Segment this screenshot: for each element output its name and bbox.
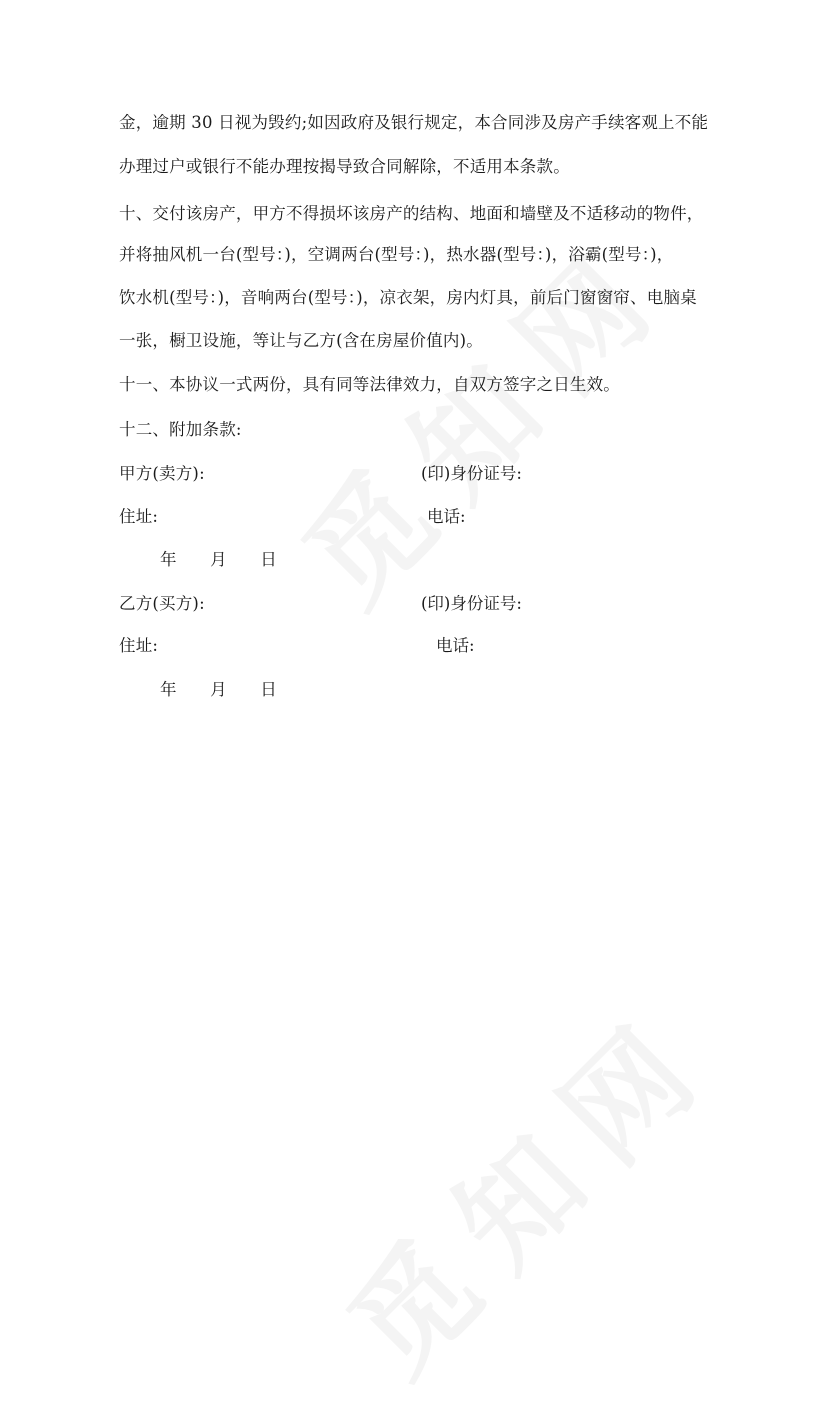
watermark-bottom <box>305 966 745 1406</box>
party-a-address-label: 住址: <box>119 507 159 526</box>
body-line-1: 金，逾期 30 日视为毁约;如因政府及银行规定，本合同涉及房产手续客观上不能 <box>119 113 709 132</box>
party-b-date: 年 月 日 <box>160 680 277 699</box>
clause-10-line-4: 一张，橱卫设施，等让与乙方(含在房屋价值内)。 <box>119 331 483 350</box>
body-line-2: 办理过户或银行不能办理按揭导致合同解除，不适用本条款。 <box>119 157 570 176</box>
party-a-label: 甲方(卖方): <box>119 464 205 483</box>
party-a-id-label: (印)身份证号: <box>421 464 522 483</box>
party-b-label: 乙方(买方): <box>119 594 205 613</box>
party-b-address-label: 住址: <box>119 636 159 655</box>
party-a-date: 年 月 日 <box>160 550 277 569</box>
clause-11: 十一、本协议一式两份，具有同等法律效力，自双方签字之日生效。 <box>119 375 620 394</box>
clause-10-line-1: 十、交付该房产，甲方不得损坏该房产的结构、地面和墙壁及不适移动的物件， <box>119 204 704 223</box>
party-b-phone-label: 电话: <box>436 636 475 655</box>
party-b-id-label: (印)身份证号: <box>421 594 522 613</box>
clause-10-line-3: 饮水机(型号：)，音响两台(型号：)，凉衣架，房内灯具，前后门窗窗帘、电脑桌 <box>119 288 697 307</box>
party-a-phone-label: 电话: <box>427 507 466 526</box>
clause-12: 十二、附加条款: <box>119 420 242 439</box>
clause-10-line-2: 并将抽风机一台(型号：)，空调两台(型号：)，热水器(型号：)，浴霸(型号：)， <box>119 245 674 264</box>
